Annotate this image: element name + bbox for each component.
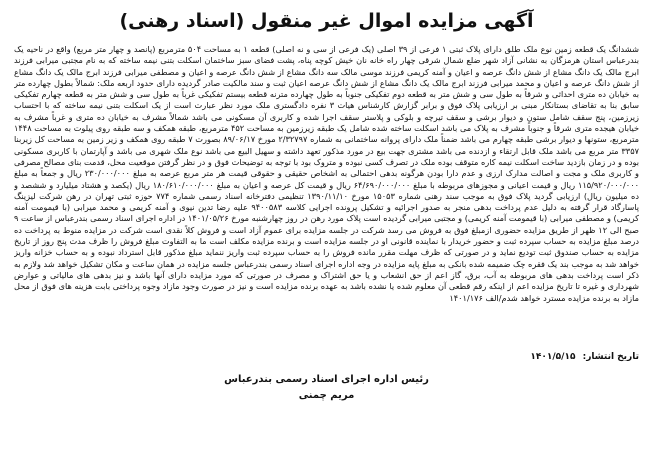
signature-title: رئیس اداره اجرای اسناد رسمی بندرعباس — [224, 374, 429, 385]
signature-block — [14, 372, 639, 404]
signature-name: مریم چمنی — [298, 390, 355, 401]
publication-date-value: ۱۴۰۱/۵/۱۵ — [530, 352, 576, 362]
notice-title: آگهی مزایده اموال غیر منقول (اسناد رهنی) — [119, 10, 534, 32]
notice-body: ششدانگ یک قطعه زمین نوع ملک طلق دارای پلاک ثبتی ۱ فرعی از ۳۹ اصلی (یک فرعی از سی و نه اصلی) قطعه ۱ به مساحت ۵۰۴ مترمربع (پانصد و چهار متر مربع) واقع در ناحیه یک بندرعباس استان هرمزگان به نشانی آزاد شهر ضلع شمال شرقی چهار راه خانه نان خیش کوچه پناه، پشت فضای سبز ساختمان اسکلت بتنی نیمه ساخته که به نام مجتبی میرابی فرزند ابرج مالک یک دانگ مشاع از شش دانگ عرصه و اعیان و آمنه کریمی فرزند موسی مالک سه دانگ مشاع از شش دانگ عرصه و اعیان و مصطفی میرابی فرزند ابرج مالک یک دانگ مشاع از شش دانگ عرصه و اعیان و محمد میرابی فرزند ابرج مالک یک دانگ مشاع از شش دانگ عرصه اعیان ثبت و سند مالکیت صادر گردیده دارای حدود اربعه ملک: شمالاً بطول چهارده متر به خیابان ده متری احداثی و شرقاً به طول سی و شش متر به قطعه دوم تفکیکی جنوباً به طول چهارده مترنه قطعه بیستم تفکیکی غرباً به طول سی و شش متر به قطعه چهارم تفکیکی سابق بنا به تقاضای بستانکار مبنی بر ارزیابی پلاک فوق و برابر گزارش کارشناس هیات ۳ نفره دادگستری ملک مورد نظر عبارت است از یک اسکلت بتنی نیمه ساخته که با احتساب زیرزمین، پنج سقف شامل ستون و دیوار برشی و سقف تیرچه و بلوکی و پلاستر سقف اجرا شده و کاربری آن مسکونی می باشد شمالاً مشرف به خیابان ده متری و غرباً مشرف به خیابان هیجده متری شرقاً و جنوباً مشرف به پلاک می باشد اسکلت ساخته شده شامل یک طبقه زیرزمین به مساحت ۴۵۲ مترمربع، طبقه همکف و سه طبقه روی پیلوت به مساحت ۱۴۴۸ مترمربع، ستونها و دیوار برشی طبقه چهارم می باشد ضمناً ملک دارای پروانه ساختمانی به شماره ۲/۳۲۷۹۷ مورخ ۸۹/۰۶/۱۷ بصورت ۷ طبقه روی همکف و زیر زمین به مساحت کل زیربنا ۳۳۵۷ متر مربع می باشد ملک قابل ارتقاء و ازدنده می باشد مشتری جهت بیع در مورد مذکور تعهد داشته و سهیل البیع می باشد نوع ملک شهری می باشد و آپارتمان با کاربری مسکونی بوده و در زمان بازدید ساخت اسکلت نیمه کاره متوقف بوده ملک در تصرف کسی نبوده و متروک بود با توجه به توضیحات فوق و در نظر گرفتن موقعیت محل، قدمت بنای مصالح مصرفی و کاربری ملک و مجت و اصالت مدارک ارزی و عدم دارا بودن هرگونه بدهی احتمالی به اشخاص حقیقی و حقوقی قیمت هر متر مربع عرصه به مبلغ ۲۳۰/۰۰۰/۰۰۰ ریال و جمعاً به مبلغ ۱۱۵/۹۲۰/۰۰۰/۰۰۰ ریال و قیمت اعیانی و مجوزهای مربوطه با مبلغ ۶۴/۶۹۰/۰۰۰/۰۰۰ ریال و قیمت کل عرصه و اعیان به مبلغ ۱۸۰/۶۱۰/۰۰۰/۰۰۰ ریال (یکصد و هشتاد میلیارد و ششصد و ده میلیون ریال) ارزیابی گردید پلاک فوق به موجب سند رهنی شماره ۱۵۰۵۳ مورخ ۱۳۹۰/۱۱/۱۰ تنظیمی دفترخانه اسناد رسمی شماره ۷۷۴ حوزه ثبتی تهران در رهن شرکت لیزینگ پاسارگاد قرار گرفته به دلیل عدم پرداخت بدهی منجر به صدور اجرائیه و تشکیل پرونده اجرایی کلاسه ۹۴۰۰۵۸۳ علیه رضا تدین نیوی و آمنه کریمی و محمد میرابی (با قیمومت آمنه کریمی) و مصطفی میرابی (با قیمومت آمنه کریمی) و مجتبی میرابی گردیده است پلاک مورد رهن در روز چهارشنبه مورخ ۱۴۰۱/۰۵/۲۶ در اداره اجرای اسناد رسمی بندرعباس از ساعت ۹ صبح الی ۱۲ ظهر از طریق مزایده حضوری ازمبلغ فوق به فروش می رسد شرکت در جلسه مزایده برای عموم آزاد است و فروش کلاً نقدی است شرکت در مزایده منوط به پرداخت ده درصد مبلغ مزایده به حساب سپرده ثبت و حضور خریدار با نماینده قانونی او در جلسه مزایده است و برنده مزایده مکلف است ما به التفاوت مبلغ فروش را ظرف مدت پنج روز از تاریخ مزایده به حساب صندوق ثبت تودیع نماید و در صورتی که ظرف مهلت مقرر مانده فروش را به حساب سپرده ثبت واریز ننماید مبلغ مذکور قابل استرداد نبوده و به حساب خزانه واریز خواهد شد به موجب بند یک فقره چک ضمیمه شده بانکی به مبلغ پایه مزایده در وجه اداره اجرای اسناد رسمی بندرعباس جلسه مزایده در همان ساعت و مکان تشکیل خواهد شد ولازم به ذکر است پرداخت بدهی های مربوطه به آب، برق، گاز اعم از حق انشعاب و یا حق اشتراک و مصرف در صورتی که مورد مزایده دارای آنها باشد و نیز بدهی های مالیاتی و عوارض شهرداری و غیره تا تاریخ مزایده اعم از اینکه رقم قطعی آن معلوم شده یا نشده باشد به عهده برنده مزایده است و نیز در صورت وجود مازاد وجوه پرداختی بابت هزینه های فوق از محل مازاد به برنده مزایده مسترد خواهد شدم/الف ۱۴۰۱/۱۷۶ — [14, 44, 639, 303]
publication-date — [14, 350, 639, 364]
publication-date-label: تاریخ انتشار: — [582, 352, 639, 362]
